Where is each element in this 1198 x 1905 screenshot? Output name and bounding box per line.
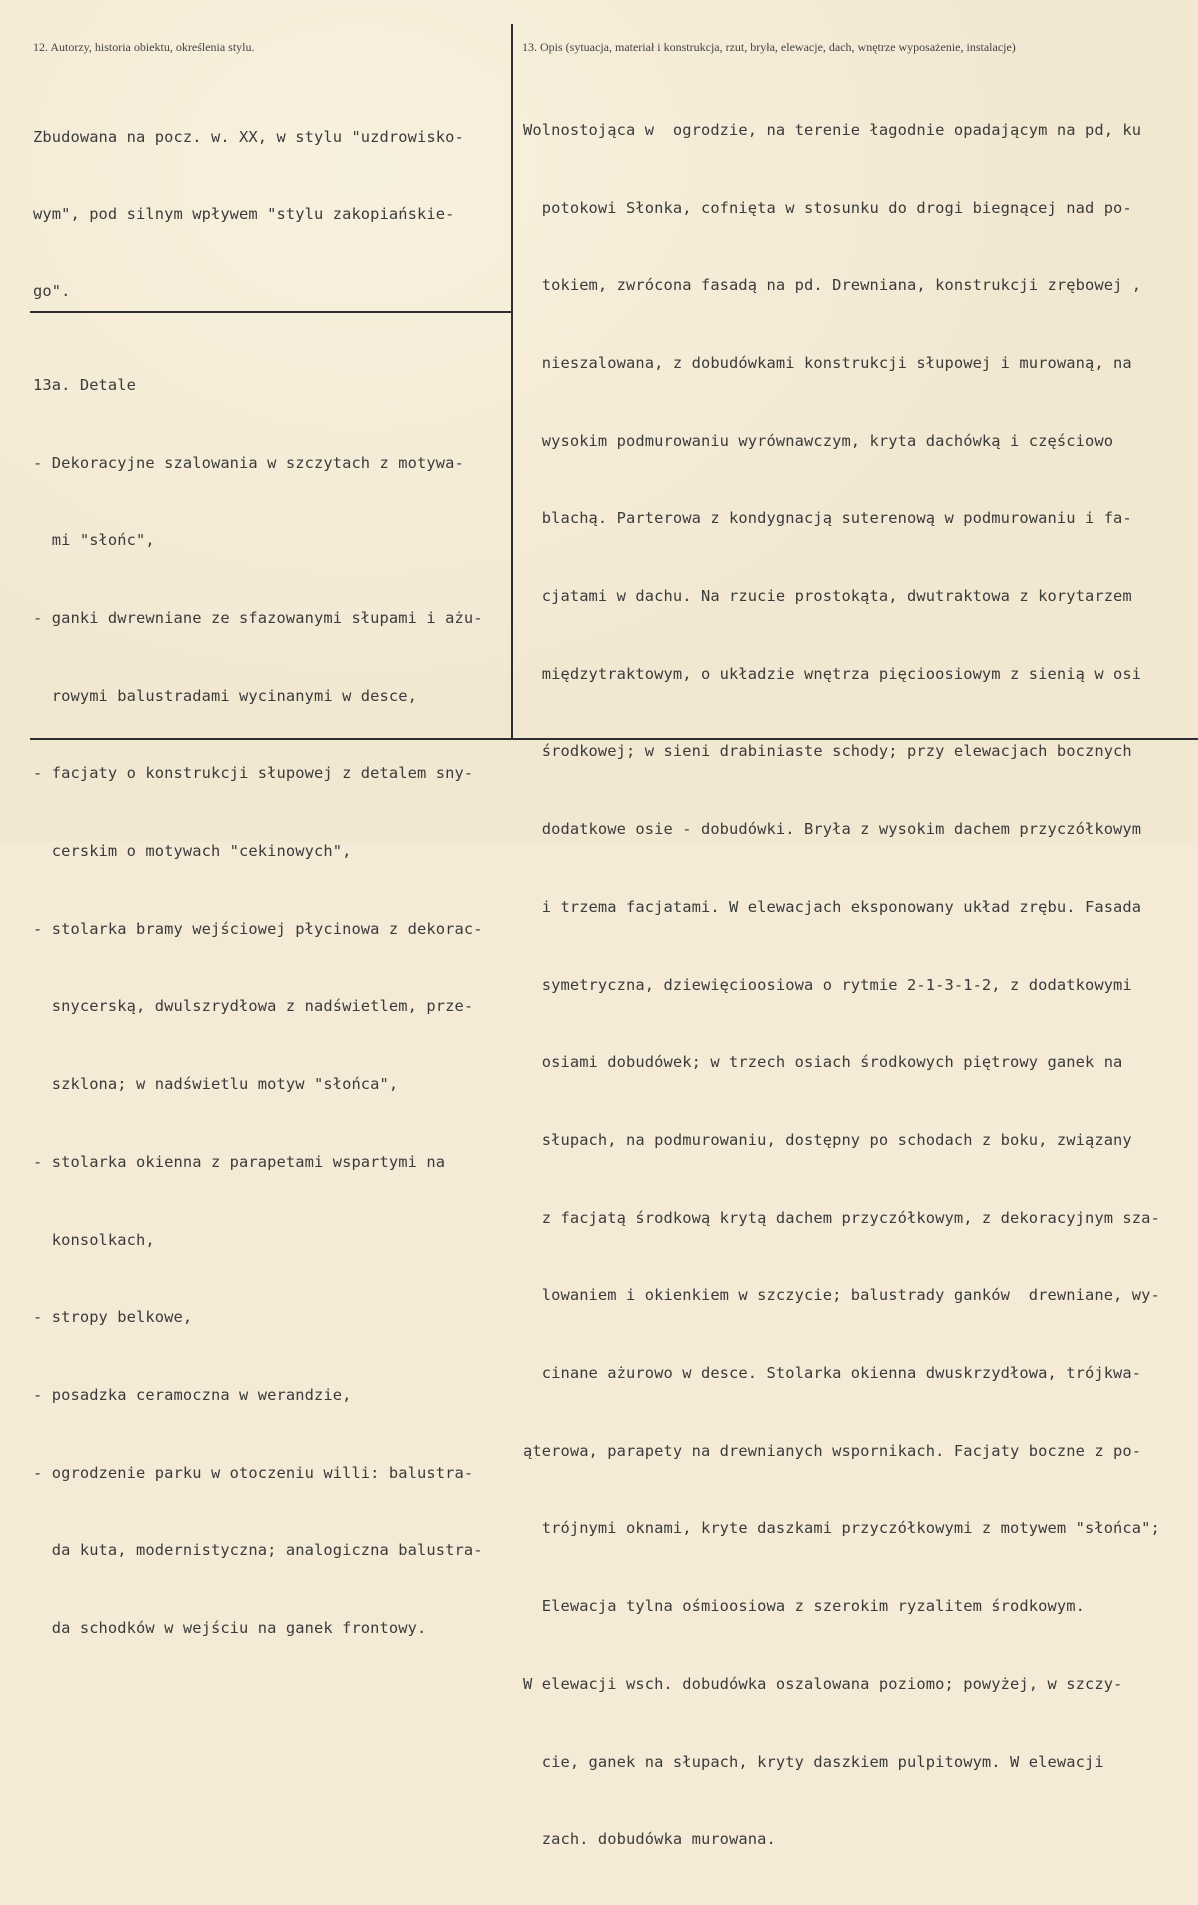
text-line: trójnymi oknami, kryte daszkami przyczółkowymi z motywem "słońca"; <box>523 1519 1160 1538</box>
text-line: - posadzka ceramoczna w werandzie, <box>33 1385 352 1404</box>
section-13-label: 13. Opis (sytuacja, materiał i konstrukcja, rzut, bryła, elewacje, dach, wnętrze wyposażenie, instalacje) <box>522 40 1016 54</box>
text-line: cie, ganek na słupach, kryty daszkiem pulpitowym. W elewacji <box>523 1752 1104 1771</box>
text-line: - ogrodzenie parku w otoczeniu willi: balustra- <box>33 1463 474 1482</box>
text-line: da schodków w wejściu na ganek frontowy. <box>33 1619 427 1638</box>
text-line: zach. dobudówka murowana. <box>523 1830 776 1849</box>
text-line: osiami dobudówek; w trzech osiach środkowych piętrowy ganek na <box>523 1053 1123 1072</box>
text-line: da kuta, modernistyczna; analogiczna balustra- <box>33 1541 483 1560</box>
text-line: konsolkach, <box>33 1230 155 1249</box>
text-line: nieszalowana, z dobudówkami konstrukcji słupowej i murowaną, na <box>523 353 1132 372</box>
text-line: dodatkowe osie - dobudówki. Bryła z wysokim dachem przyczółkowym <box>523 820 1142 839</box>
text-line: cjatami w dachu. Na rzucie prostokąta, dwutraktowa z korytarzem <box>523 587 1132 606</box>
section-13a-text <box>33 321 483 1694</box>
text-line: Wolnostojąca w ogrodzie, na terenie łagodnie opadającym na pd, ku <box>523 120 1142 139</box>
text-line: - facjaty o konstrukcji słupowej z detalem sny- <box>33 764 474 783</box>
text-line: symetryczna, dziewięcioosiowa o rytmie 2-1-3-1-2, z dodatkowymi <box>523 975 1132 994</box>
text-line: potokowi Słonka, cofnięta w stosunku do drogi biegnącej nad po- <box>523 198 1132 217</box>
text-line: ąterowa, parapety na drewnianych wspornikach. Facjaty boczne z po- <box>523 1441 1142 1460</box>
text-line: - stropy belkowe, <box>33 1308 193 1327</box>
text-line: z facjatą środkową krytą dachem przyczółkowym, z dekoracyjnym sza- <box>523 1208 1160 1227</box>
section-12-text <box>33 74 464 356</box>
text-line: środkowej; w sieni drabiniaste schody; przy elewacjach bocznych <box>523 742 1132 761</box>
text-line: W elewacji wsch. dobudówka oszalowana poziomo; powyżej, w szczy- <box>523 1674 1123 1693</box>
column-divider <box>511 24 513 738</box>
text-line: - Dekoracyjne szalowania w szczytach z motywa- <box>33 453 464 472</box>
text-line: - stolarka bramy wejściowej płycinowa z dekorac- <box>33 919 483 938</box>
text-line: i trzema facjatami. W elewacjach eksponowany układ zrębu. Fasada <box>523 897 1142 916</box>
text-line: słupach, na podmurowaniu, dostępny po schodach z boku, związany <box>523 1130 1132 1149</box>
text-line: - ganki dwrewniane ze sfazowanymi słupami i ażu- <box>33 608 483 627</box>
section-13-text <box>523 66 1160 1905</box>
text-line: mi "słońc", <box>33 531 155 550</box>
text-line: tokiem, zwrócona fasadą na pd. Drewniana, konstrukcji zrębowej , <box>523 276 1142 295</box>
text-line: rowymi balustradami wycinanymi w desce, <box>33 686 418 705</box>
text-line: cinane ażurowo w desce. Stolarka okienna dwuskrzydłowa, trójkwa- <box>523 1364 1142 1383</box>
text-line: wysokim podmurowaniu wyrównawczym, kryta dachówką i częściowo <box>523 431 1114 450</box>
text-line: Zbudowana na pocz. w. XX, w stylu "uzdrowisko- <box>33 128 464 147</box>
section-13a-heading: 13a. Detale <box>33 375 137 394</box>
text-line: blachą. Parterowa z kondygnacją suterenową w podmurowaniu i fa- <box>523 509 1132 528</box>
text-line: - stolarka okienna z parapetami wspartymi na <box>33 1152 446 1171</box>
text-line: go". <box>33 281 71 300</box>
text-line: szklona; w nadświetlu motyw "słońca", <box>33 1075 399 1094</box>
text-line: międzytraktowym, o układzie wnętrza pięcioosiowym z sienią w osi <box>523 664 1142 683</box>
text-line: Elewacja tylna ośmioosiowa z szerokim ryzalitem środkowym. <box>523 1597 1085 1616</box>
text-line: wym", pod silnym wpływem "stylu zakopiańskie- <box>33 204 455 223</box>
text-line: snycerską, dwulszrydłowa z nadświetlem, prze- <box>33 997 474 1016</box>
text-line: cerskim o motywach "cekinowych", <box>33 842 352 861</box>
section-12-label: 12. Autorzy, historia obiektu, określenia stylu. <box>33 40 255 54</box>
text-line: lowaniem i okienkiem w szczycie; balustrady ganków drewniane, wy- <box>523 1286 1160 1305</box>
